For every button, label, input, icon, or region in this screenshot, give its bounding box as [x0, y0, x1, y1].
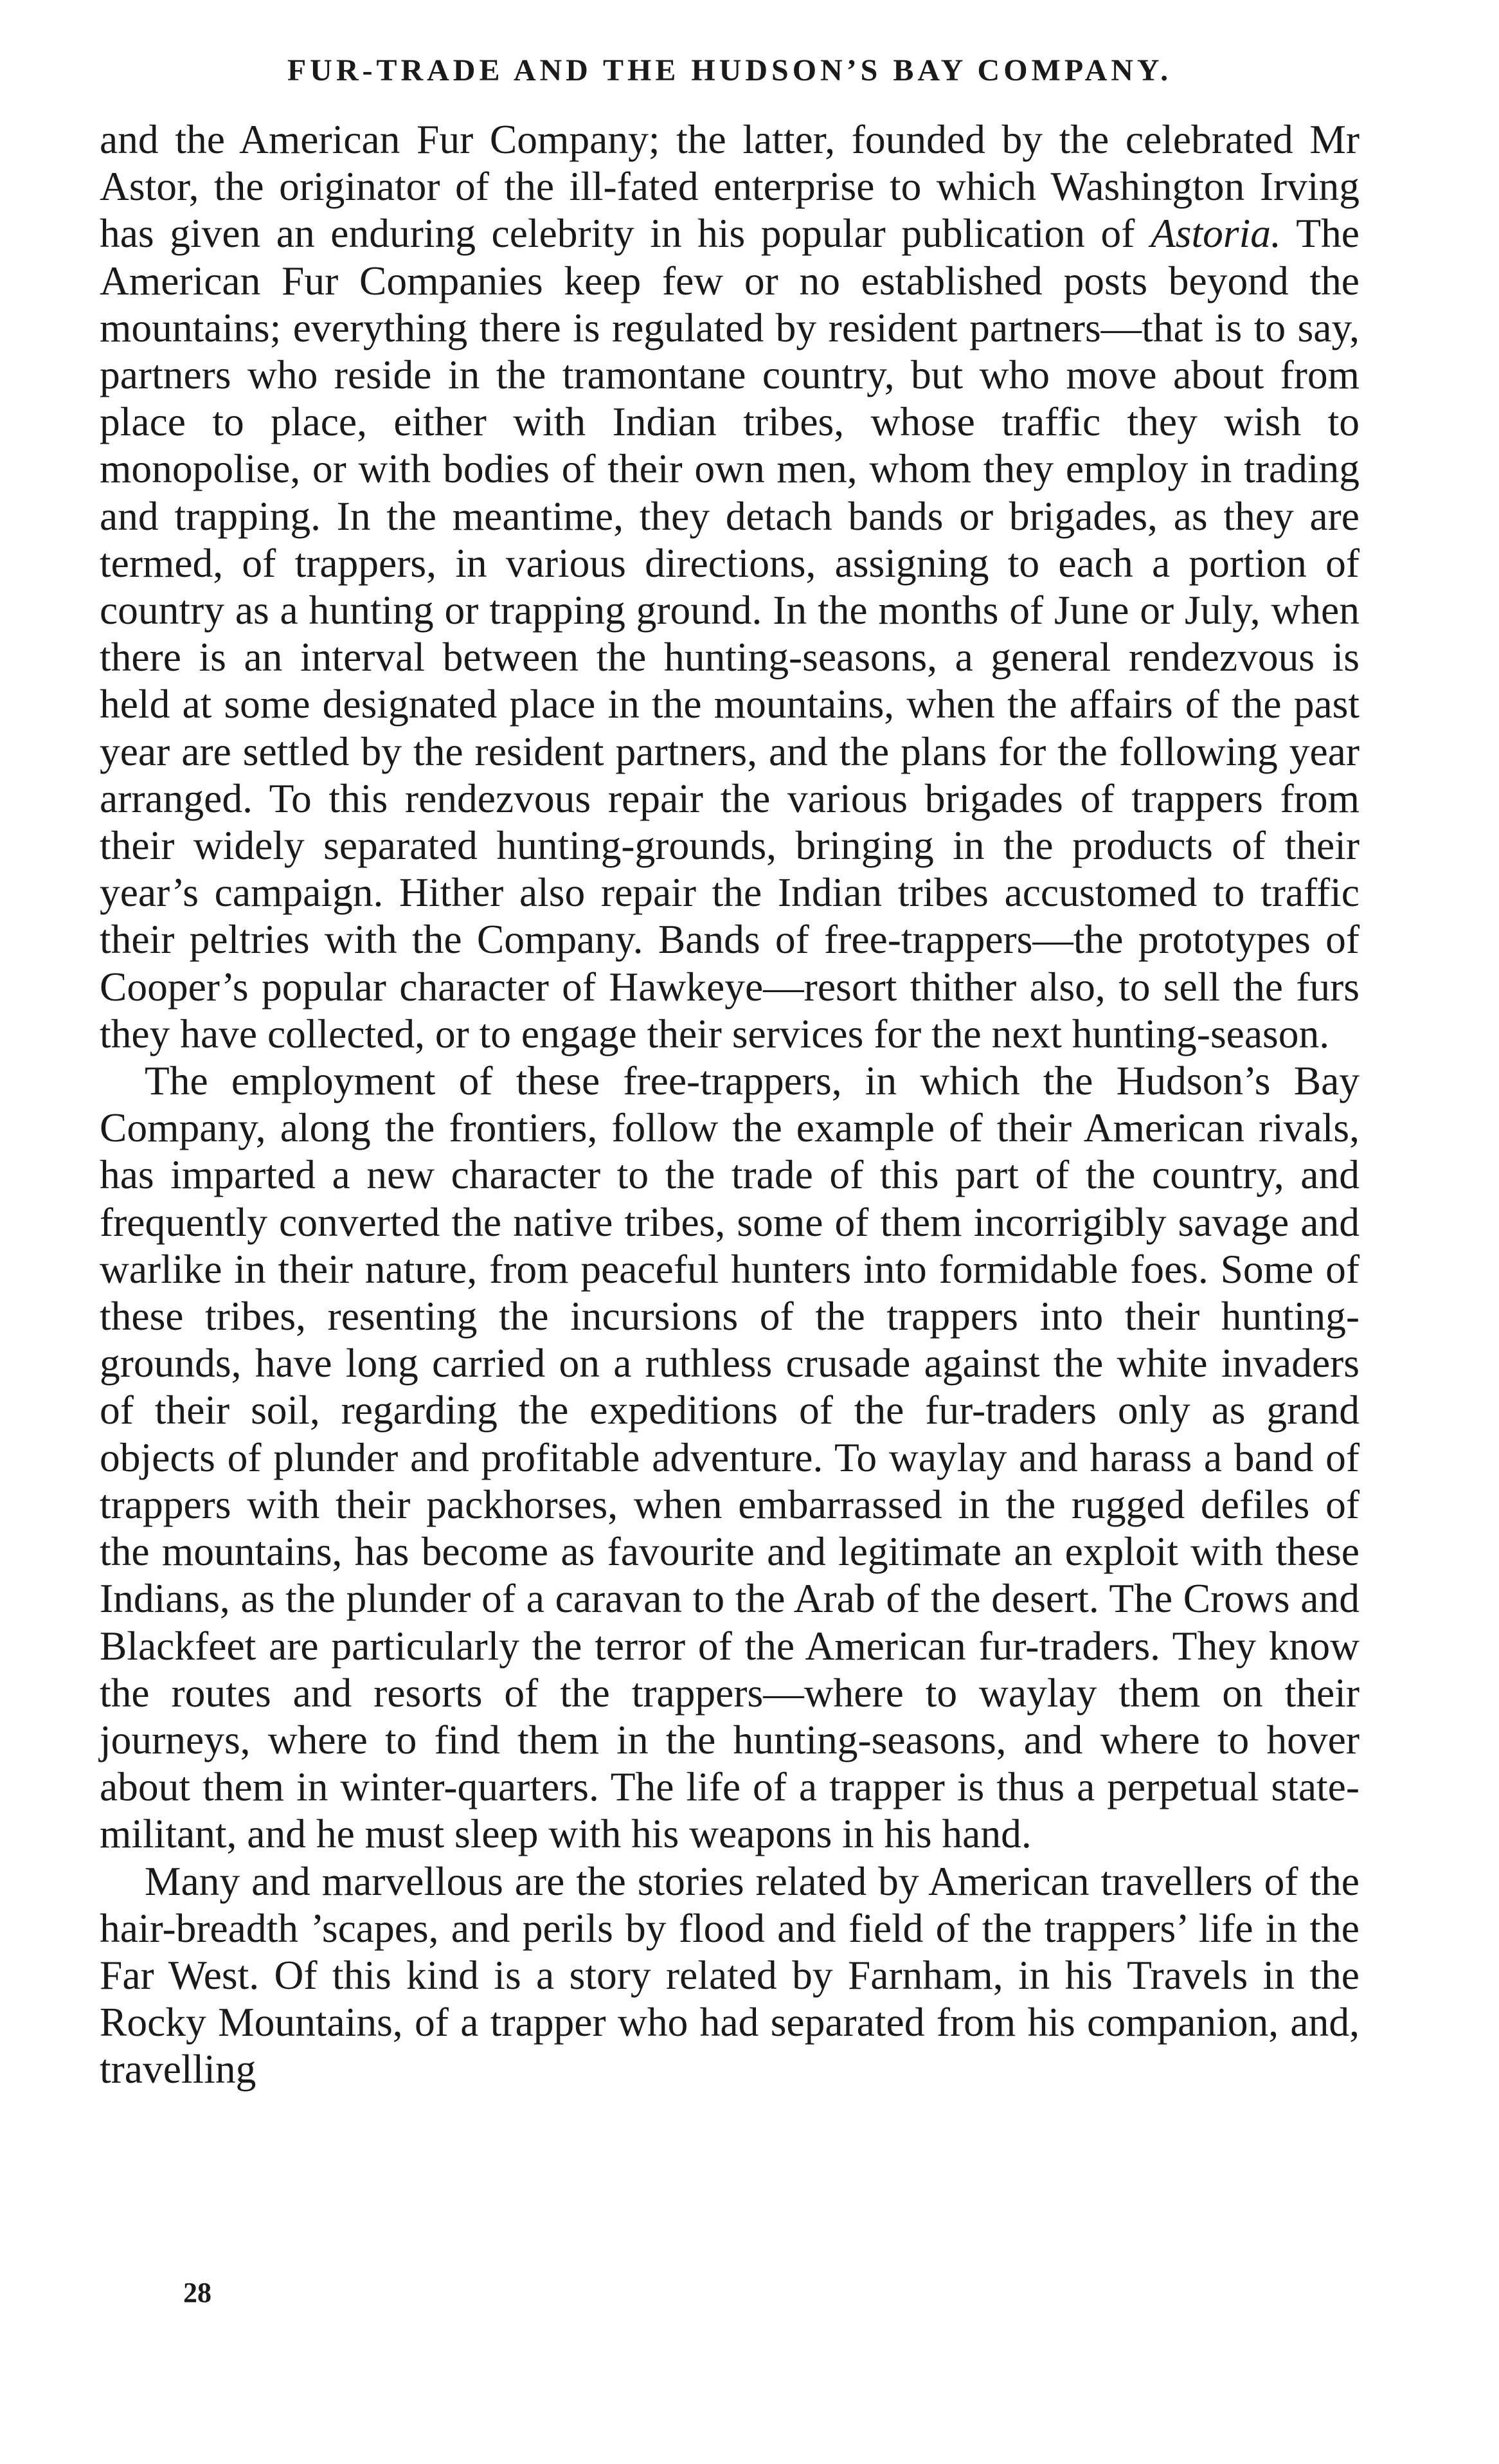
page-number: 28 — [183, 2277, 211, 2308]
paragraph-free-trappers: The employment of these free-trappers, in which the Hudson’s Bay Company, along the frontiers, follow the example of their American rivals, has imparted a new character to the trade of this part of the country, and frequently converted the native tribes, some of them incorrigibly savage and warlike in their nature, from peaceful hunters into formidable foes. Some of these tribes, resenting the incursions of the trappers into their hunting-grounds, have long carried on a ruthless crusade against the white invaders of their soil, regarding the expeditions of the fur-traders only as grand objects of plunder and profitable adventure. To waylay and harass a band of trappers with their packhorses, when embarrassed in the rugged defiles of the mountains, has become as favourite and legitimate an exploit with these Indians, as the plunder of a caravan to the Arab of the desert. The Crows and Blackfeet are particularly the terror of the American fur-traders. They know the routes and resorts of the trappers—where to waylay them on their journeys, where to find them in the hunting-seasons, and where to hover about them in winter-quarters. The life of a trapper is thus a perpetual state-militant, and he must sleep with his weapons in his hand. — [100, 1058, 1360, 1857]
book-title-astoria: Astoria. — [1151, 210, 1281, 257]
body-text — [100, 116, 1360, 2093]
paragraph-text: The American Fur Companies keep few or no established posts beyond the mountains; everything there is regulated by resident partners—that is to say, partners who reside in the tramontane country, but who move about from place to place, either with Indian tribes, whose traffic they wish to monopolise, or with bodies of their own men, whom they employ in trading and trapping. In the meantime, they detach bands or brigades, as they are termed, of trappers, in various directions, assigning to each a portion of country as a hunting or trapping ground. In the months of June or July, when there is an interval between the hunting-seasons, a general rendezvous is held at some designated place in the mountains, when the affairs of the past year are settled by the resident partners, and the plans for the following year arranged. To this rendezvous repair the various brigades of trappers from their widely separated hunting-grounds, bringing in the products of their year’s campaign. Hither also repair the Indian tribes accustomed to traffic their peltries with the Company. Bands of free-trappers—the prototypes of Cooper’s popular character of Hawkeye—resort thither also, to sell the furs they have collected, or to engage their services for the next hunting-season. — [100, 210, 1360, 1056]
paragraph-continuation — [100, 116, 1360, 1057]
running-head: FUR-TRADE AND THE HUDSON’S BAY COMPANY. — [287, 53, 1172, 87]
book-page — [100, 45, 1360, 2437]
paragraph-text: and the American Fur Company; the latter, founded by the celebrated Mr Astor, the originator of the ill-fated enterprise to which Washington Irving has given an enduring celebrity in his popular publication of — [100, 116, 1360, 257]
paragraph-stories: Many and marvellous are the stories related by American travellers of the hair-breadth ’scapes, and perils by flood and field of the trappers’ life in the Far West. Of this kind is a story related by Farnham, in his Travels in the Rocky Mountains, of a trapper who had separated from his companion, and, travelling — [100, 1858, 1360, 2092]
